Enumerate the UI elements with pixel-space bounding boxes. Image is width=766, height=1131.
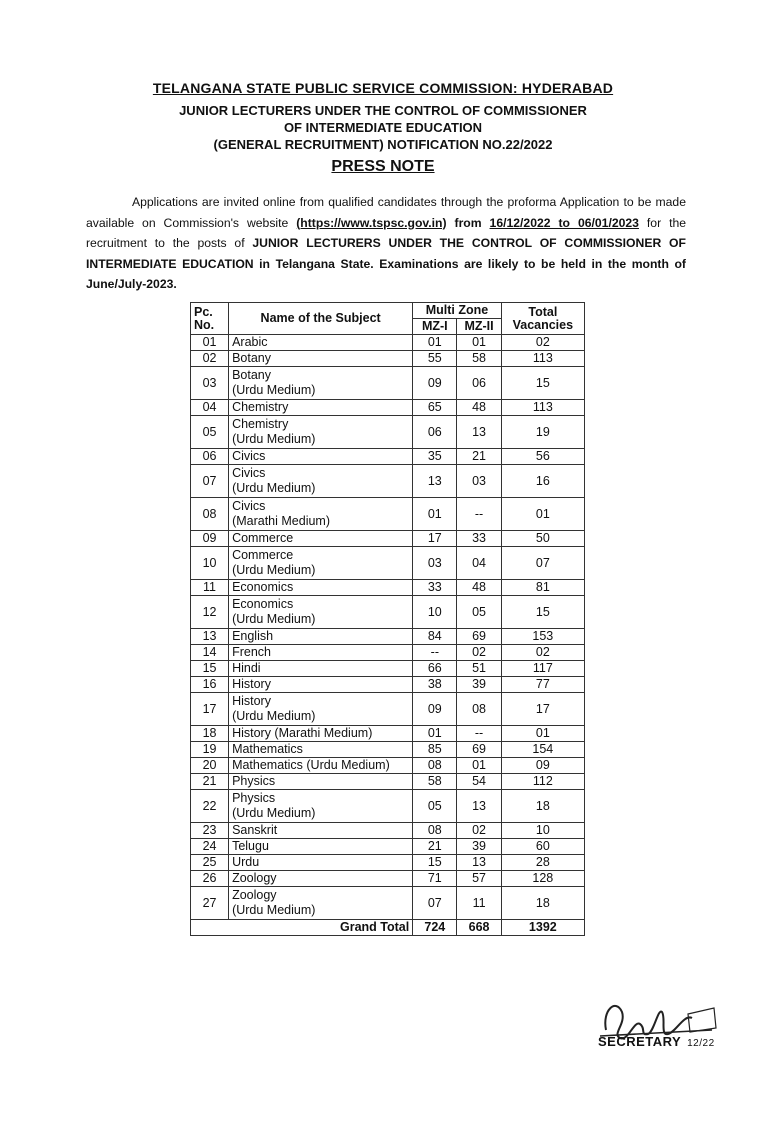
row-number: 27 (191, 887, 229, 920)
mz2-value: 08 (457, 693, 501, 726)
subject-name-line1: Physics (232, 774, 276, 788)
subject-name (229, 823, 413, 839)
subject-name-line1: Chemistry (232, 417, 289, 431)
subject-name-line1: Hindi (232, 661, 261, 675)
col-header-mz1: MZ-I (413, 319, 457, 335)
mz1-value: -- (413, 645, 457, 661)
mz1-value: 09 (413, 693, 457, 726)
col-header-no (191, 303, 229, 335)
row-number: 20 (191, 758, 229, 774)
header-row-1 (191, 303, 585, 319)
press-note-title: PRESS NOTE (331, 158, 435, 175)
table-row (191, 839, 585, 855)
table-row (191, 416, 585, 449)
subject-name-line1: Urdu (232, 855, 260, 869)
mz1-value: 84 (413, 629, 457, 645)
total-vacancies: 07 (501, 547, 584, 580)
col-header-multi-zone: Multi Zone (413, 303, 501, 319)
intro-paragraph (86, 192, 686, 295)
mz2-value: 02 (457, 645, 501, 661)
mz1-value: 85 (413, 742, 457, 758)
row-number: 09 (191, 531, 229, 547)
subject-name-line1: English (232, 629, 274, 643)
mz2-value: 39 (457, 839, 501, 855)
mz1-value: 10 (413, 596, 457, 629)
subject-name-line1: Mathematics (Urdu Medium) (232, 758, 390, 772)
table-row (191, 449, 585, 465)
subject-name (229, 758, 413, 774)
total-vacancies: 10 (501, 823, 584, 839)
mz2-value: 13 (457, 790, 501, 823)
mz1-value: 13 (413, 465, 457, 498)
vacancy-table-foot (191, 920, 585, 936)
vacancy-table-head (191, 303, 585, 335)
subject-name (229, 661, 413, 677)
mz1-value: 35 (413, 449, 457, 465)
subject-name (229, 871, 413, 887)
mz2-value: 69 (457, 629, 501, 645)
subject-name (229, 547, 413, 580)
mz2-value: 21 (457, 449, 501, 465)
subtitle-line-2: OF INTERMEDIATE EDUCATION (283, 120, 483, 135)
subject-name (229, 887, 413, 920)
total-vacancies: 128 (501, 871, 584, 887)
table-row (191, 498, 585, 531)
mz1-value: 66 (413, 661, 457, 677)
subject-medium: (Urdu Medium) (232, 481, 316, 495)
mz2-value: 51 (457, 661, 501, 677)
mz1-value: 06 (413, 416, 457, 449)
row-number: 22 (191, 790, 229, 823)
col-header-subject: Name of the Subject (229, 303, 413, 335)
table-row (191, 661, 585, 677)
total-vacancies: 154 (501, 742, 584, 758)
subject-name-line1: Civics (232, 499, 266, 513)
total-vacancies: 01 (501, 498, 584, 531)
subject-name-line1: Economics (232, 580, 294, 594)
col-header-total-line2: Vacancies (512, 317, 574, 332)
table-row (191, 596, 585, 629)
subtitle-line-3: (GENERAL RECRUITMENT) NOTIFICATION NO.22/2022 (213, 137, 553, 152)
mz2-value: 69 (457, 742, 501, 758)
subject-medium: (Marathi Medium) (232, 514, 330, 528)
grand-total-row (191, 920, 585, 936)
website-link[interactable]: (https://www.tspsc.gov.in) (296, 215, 447, 230)
mz1-value: 55 (413, 351, 457, 367)
subject-name (229, 645, 413, 661)
mz2-value: 01 (457, 758, 501, 774)
total-vacancies: 113 (501, 400, 584, 416)
table-row (191, 351, 585, 367)
subject-name (229, 400, 413, 416)
col-header-total (501, 303, 584, 335)
signatory-title: SECRETARY (598, 1034, 681, 1049)
subject-name-line1: Arabic (232, 335, 268, 349)
table-row (191, 790, 585, 823)
subject-name-line1: History (232, 677, 271, 691)
row-number: 18 (191, 726, 229, 742)
subject-name (229, 790, 413, 823)
total-vacancies: 01 (501, 726, 584, 742)
mz1-value: 08 (413, 758, 457, 774)
subject-name (229, 742, 413, 758)
subject-name (229, 416, 413, 449)
grand-total-vacancies: 1392 (501, 920, 584, 936)
mz2-value: 57 (457, 871, 501, 887)
row-number: 17 (191, 693, 229, 726)
row-number: 04 (191, 400, 229, 416)
total-vacancies: 18 (501, 790, 584, 823)
subject-medium: (Urdu Medium) (232, 383, 316, 397)
mz2-value: 58 (457, 351, 501, 367)
table-row (191, 742, 585, 758)
subject-name (229, 855, 413, 871)
mz2-value: 05 (457, 596, 501, 629)
row-number: 03 (191, 367, 229, 400)
row-number: 07 (191, 465, 229, 498)
intro-part-1: Applications are invited online from qualified candidates through the proforma Application to be made available on Commission's website (86, 195, 686, 230)
intro-part-2: from (446, 215, 490, 230)
subject-name-line1: Economics (232, 597, 294, 611)
subject-name-line1: Sanskrit (232, 823, 278, 837)
table-row (191, 887, 585, 920)
mz2-value: 04 (457, 547, 501, 580)
row-number: 14 (191, 645, 229, 661)
mz1-value: 33 (413, 580, 457, 596)
row-number: 10 (191, 547, 229, 580)
table-row (191, 677, 585, 693)
subject-medium: (Urdu Medium) (232, 563, 316, 577)
intro-posts: JUNIOR LECTURERS UNDER THE CONTROL OF COMMISSIONER OF INTERMEDIATE EDUCATION in Telangana State. Examinations are likely to be held in the month of June/July-2023. (86, 236, 686, 291)
subject-name-line1: Physics (232, 791, 276, 805)
mz1-value: 71 (413, 871, 457, 887)
mz2-value: 48 (457, 400, 501, 416)
signature-date: 12/22 (687, 1038, 715, 1049)
table-row (191, 774, 585, 790)
row-number: 19 (191, 742, 229, 758)
subject-name (229, 449, 413, 465)
mz2-value: 13 (457, 855, 501, 871)
mz1-value: 58 (413, 774, 457, 790)
signatory-designation (598, 1034, 715, 1049)
table-row (191, 629, 585, 645)
total-vacancies: 15 (501, 367, 584, 400)
mz1-value: 65 (413, 400, 457, 416)
subject-medium: (Urdu Medium) (232, 432, 316, 446)
mz2-value: 39 (457, 677, 501, 693)
table-row (191, 335, 585, 351)
grand-total-mz2: 668 (457, 920, 501, 936)
subject-name (229, 335, 413, 351)
row-number: 15 (191, 661, 229, 677)
mz1-value: 38 (413, 677, 457, 693)
subject-name (229, 839, 413, 855)
total-vacancies: 17 (501, 693, 584, 726)
subject-name-line1: Botany (232, 351, 271, 365)
row-number: 02 (191, 351, 229, 367)
table-row (191, 531, 585, 547)
table-row (191, 645, 585, 661)
total-vacancies: 117 (501, 661, 584, 677)
mz1-value: 08 (413, 823, 457, 839)
subject-name-line1: Civics (232, 466, 266, 480)
mz1-value: 17 (413, 531, 457, 547)
grand-total-mz1: 724 (413, 920, 457, 936)
row-number: 12 (191, 596, 229, 629)
signature-scribble (592, 990, 727, 1060)
mz1-value: 07 (413, 887, 457, 920)
subject-name-line1: Zoology (232, 888, 277, 902)
mz2-value: 02 (457, 823, 501, 839)
table-row (191, 758, 585, 774)
subject-name (229, 629, 413, 645)
total-vacancies: 77 (501, 677, 584, 693)
total-vacancies: 18 (501, 887, 584, 920)
col-header-no-line1: Pc. (194, 304, 213, 319)
table-row (191, 547, 585, 580)
subject-name-line1: Commerce (232, 531, 294, 545)
total-vacancies: 02 (501, 645, 584, 661)
subject-name-line1: Telugu (232, 839, 269, 853)
row-number: 23 (191, 823, 229, 839)
col-header-mz2: MZ-II (457, 319, 501, 335)
mz1-value: 09 (413, 367, 457, 400)
mz2-value: 01 (457, 335, 501, 351)
table-row (191, 465, 585, 498)
notification-subtitle (0, 102, 766, 153)
mz1-value: 21 (413, 839, 457, 855)
row-number: 25 (191, 855, 229, 871)
total-vacancies: 56 (501, 449, 584, 465)
subject-name-line1: Botany (232, 368, 271, 382)
total-vacancies: 113 (501, 351, 584, 367)
subject-name-line1: French (232, 645, 271, 659)
vacancy-table-body (191, 335, 585, 920)
row-number: 16 (191, 677, 229, 693)
mz2-value: 33 (457, 531, 501, 547)
total-vacancies: 112 (501, 774, 584, 790)
subject-name-line1: Mathematics (232, 742, 303, 756)
row-number: 24 (191, 839, 229, 855)
total-vacancies: 81 (501, 580, 584, 596)
total-vacancies: 19 (501, 416, 584, 449)
subject-name-line1: Chemistry (232, 400, 289, 414)
table-row (191, 580, 585, 596)
grand-total-label: Grand Total (191, 920, 413, 936)
mz2-value: 48 (457, 580, 501, 596)
table-row (191, 400, 585, 416)
subject-name (229, 774, 413, 790)
subject-name (229, 726, 413, 742)
subtitle-line-1: JUNIOR LECTURERS UNDER THE CONTROL OF COMMISSIONER (179, 103, 587, 118)
subject-name-line1: History (232, 694, 271, 708)
subject-medium: (Urdu Medium) (232, 612, 316, 626)
mz1-value: 01 (413, 726, 457, 742)
mz2-value: 03 (457, 465, 501, 498)
subject-name (229, 693, 413, 726)
subject-name-line1: History (Marathi Medium) (232, 726, 373, 740)
total-vacancies: 16 (501, 465, 584, 498)
subject-medium: (Urdu Medium) (232, 709, 316, 723)
intro-part-3: for the recruitment to the posts of (86, 215, 687, 250)
mz1-value: 01 (413, 498, 457, 531)
subject-name-line1: Commerce (232, 548, 294, 562)
mz2-value: 06 (457, 367, 501, 400)
mz2-value: -- (457, 726, 501, 742)
mz2-value: 13 (457, 416, 501, 449)
subject-name (229, 367, 413, 400)
total-vacancies: 15 (501, 596, 584, 629)
mz2-value: 54 (457, 774, 501, 790)
mz1-value: 15 (413, 855, 457, 871)
subject-medium: (Urdu Medium) (232, 806, 316, 820)
table-row (191, 367, 585, 400)
row-number: 05 (191, 416, 229, 449)
subject-name (229, 531, 413, 547)
commission-title: TELANGANA STATE PUBLIC SERVICE COMMISSION: HYDERABAD (152, 80, 614, 96)
table-row (191, 726, 585, 742)
row-number: 08 (191, 498, 229, 531)
total-vacancies: 28 (501, 855, 584, 871)
row-number: 13 (191, 629, 229, 645)
subject-name-line1: Zoology (232, 871, 277, 885)
total-vacancies: 153 (501, 629, 584, 645)
table-row (191, 693, 585, 726)
row-number: 11 (191, 580, 229, 596)
row-number: 21 (191, 774, 229, 790)
mz2-value: -- (457, 498, 501, 531)
row-number: 01 (191, 335, 229, 351)
row-number: 26 (191, 871, 229, 887)
table-row (191, 855, 585, 871)
subject-name (229, 677, 413, 693)
col-header-no-line2: No. (194, 317, 215, 332)
subject-name (229, 498, 413, 531)
subject-name-line1: Civics (232, 449, 266, 463)
col-header-total-line1: Total (528, 304, 558, 319)
total-vacancies: 09 (501, 758, 584, 774)
vacancy-table (190, 302, 585, 936)
mz1-value: 01 (413, 335, 457, 351)
row-number: 06 (191, 449, 229, 465)
table-row (191, 871, 585, 887)
subject-name (229, 596, 413, 629)
subject-name (229, 351, 413, 367)
mz1-value: 05 (413, 790, 457, 823)
mz2-value: 11 (457, 887, 501, 920)
table-row (191, 823, 585, 839)
subject-name (229, 580, 413, 596)
total-vacancies: 50 (501, 531, 584, 547)
total-vacancies: 60 (501, 839, 584, 855)
total-vacancies: 02 (501, 335, 584, 351)
application-dates: 16/12/2022 to 06/01/2023 (489, 215, 639, 230)
subject-medium: (Urdu Medium) (232, 903, 316, 917)
subject-name (229, 465, 413, 498)
mz1-value: 03 (413, 547, 457, 580)
